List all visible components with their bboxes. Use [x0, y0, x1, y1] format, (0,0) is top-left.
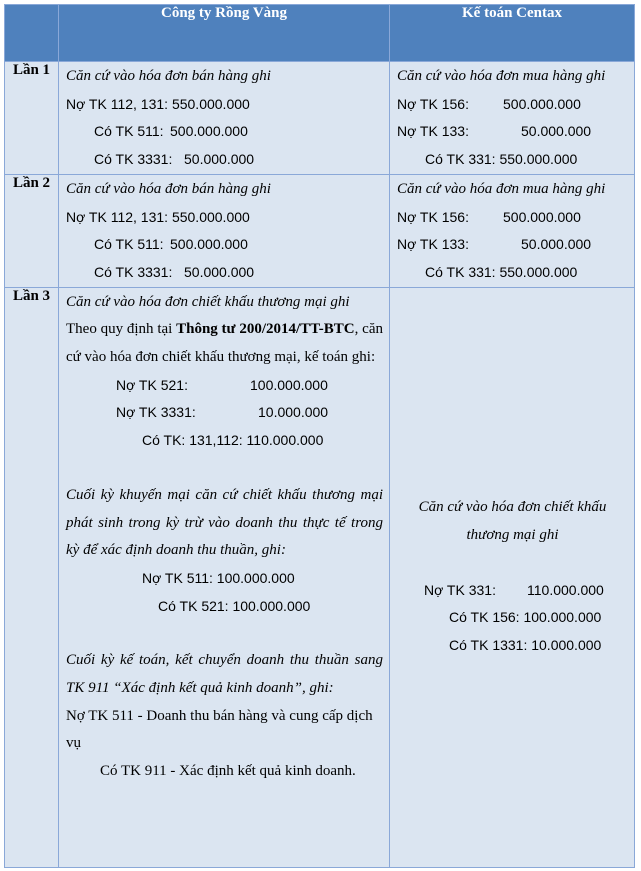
entry-line: Nợ TK 133: 50.000.000	[397, 123, 592, 140]
entry-intro: Căn cứ vào hóa đơn bán hàng ghi	[66, 180, 271, 197]
entry-line: Nợ TK 331: 110.000.000	[424, 581, 604, 598]
row-label: Lần 3	[5, 287, 59, 867]
entry-line: Có TK 911 - Xác định kết quả kinh doanh.	[100, 763, 356, 780]
company-entry-cell	[59, 174, 390, 287]
entry-intro: Căn cứ vào hóa đơn mua hàng ghi	[397, 68, 606, 84]
accountant-entry-cell	[390, 287, 635, 867]
period-end-paragraph: Cuối kỳ khuyến mại căn cứ chiết khấu thương mại phát sinh trong kỳ trừ vào doanh thu thực tế trong kỳ để xác định doanh thu thuần, ghi:	[66, 486, 383, 559]
entry-line: Nợ TK 112, 131: 550.000.000	[66, 95, 250, 112]
entry-line: Nợ TK 3331: 10.000.000	[116, 404, 329, 421]
table-row	[5, 287, 635, 867]
company-entry-cell	[59, 287, 390, 867]
accountant-entry-cell	[390, 174, 635, 287]
entry-line: Có TK 511: 500.000.000	[94, 236, 248, 253]
header-company: Công ty Rồng Vàng	[59, 5, 390, 62]
header-empty-cell	[5, 5, 59, 62]
company-entry-cell	[59, 62, 390, 175]
entry-line: Nợ TK 133: 50.000.000	[397, 236, 592, 253]
table-header-row	[5, 5, 635, 62]
entry-line: Nợ TK 511: 100.000.000	[142, 569, 295, 586]
entry-intro: Căn cứ vào hóa đơn bán hàng ghi	[66, 68, 271, 84]
comparison-table	[4, 4, 635, 868]
header-accountant: Kế toán Centax	[390, 5, 635, 62]
entry-line: Có TK 3331: 50.000.000	[94, 151, 255, 168]
entry-line: Có TK 331: 550.000.000	[425, 263, 578, 280]
closing-paragraph: Cuối kỳ kế toán, kết chuyển doanh thu thuần sang TK 911 “Xác định kết quả kinh doanh”, ghi:	[66, 652, 383, 697]
entry-intro: Căn cứ vào hóa đơn chiết khấu thương mại ghi	[66, 293, 350, 310]
regulation-paragraph: Theo quy định tại Thông tư 200/2014/TT-BTC, căn cứ vào hóa đơn chiết khấu thương mại, kế toán ghi:	[66, 321, 383, 366]
entry-intro: Căn cứ vào hóa đơn chiết khấu thương mại ghi	[418, 499, 607, 544]
row-label: Lần 1	[5, 62, 59, 175]
entry-line: Có TK 156: 100.000.000	[449, 609, 602, 626]
entry-line: Nợ TK 156: 500.000.000	[397, 208, 581, 225]
entry-line: Có TK 511: 500.000.000	[94, 123, 248, 140]
entry-line: Có TK 331: 550.000.000	[425, 151, 578, 168]
entry-line: Có TK 3331: 50.000.000	[94, 263, 255, 280]
entry-line: Có TK 521: 100.000.000	[158, 597, 311, 614]
circular-reference: Thông tư 200/2014/TT-BTC	[176, 321, 355, 338]
entry-line: Có TK: 131,112: 110.000.000	[142, 432, 324, 449]
table-row	[5, 174, 635, 287]
entry-line: Nợ TK 156: 500.000.000	[397, 95, 581, 112]
entry-line: Có TK 1331: 10.000.000	[449, 637, 602, 654]
accountant-entry-cell	[390, 62, 635, 175]
entry-line: Nợ TK 112, 131: 550.000.000	[66, 208, 250, 225]
table-row	[5, 62, 635, 175]
entry-line: Nợ TK 511 - Doanh thu bán hàng và cung cấp dịch vụ	[66, 707, 373, 752]
row-label: Lần 2	[5, 174, 59, 287]
entry-line: Nợ TK 521: 100.000.000	[116, 376, 328, 393]
entry-intro: Căn cứ vào hóa đơn mua hàng ghi	[397, 180, 606, 197]
